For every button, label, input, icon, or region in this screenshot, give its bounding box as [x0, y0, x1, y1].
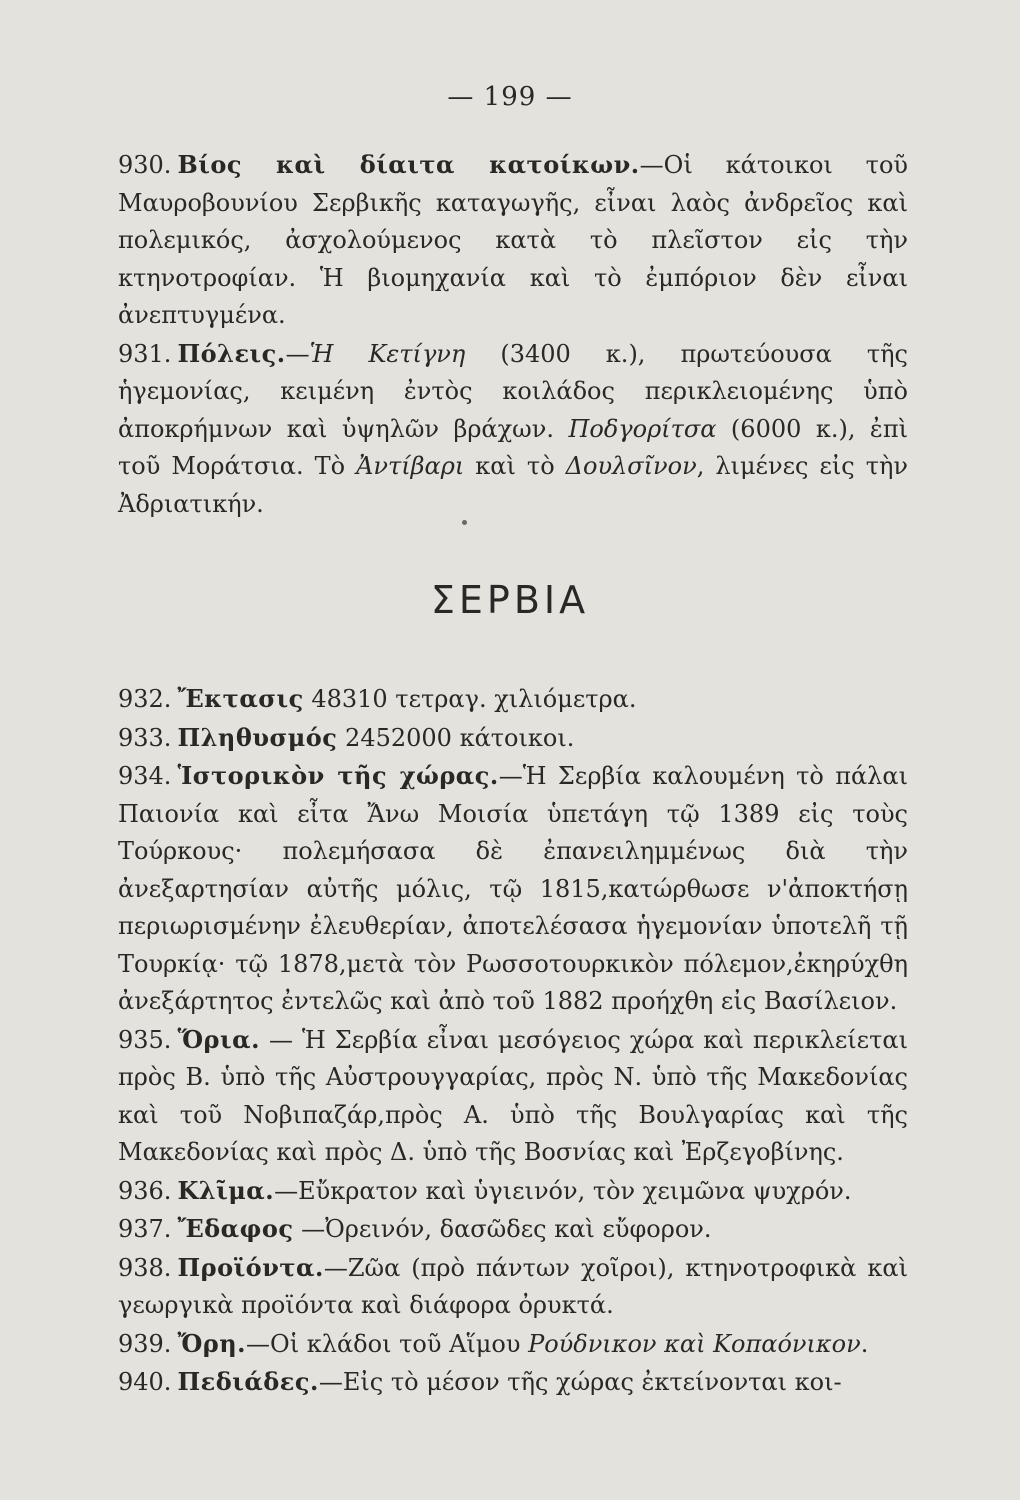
entry-number: 940.	[118, 1368, 172, 1396]
text-block-serbia	[118, 680, 908, 1402]
entry-text: —Εἰς τὸ μέσον τῆς χώρας ἐκτείνονται κοι-	[318, 1368, 842, 1396]
entry-heading: Προϊόντα.	[177, 1252, 324, 1282]
entry-text: καὶ τὸ	[464, 452, 566, 480]
entry-number: 939.	[118, 1329, 172, 1358]
entry-heading: Ὅρια.	[177, 1024, 260, 1054]
entry-text: .	[860, 1329, 869, 1358]
entry-932	[118, 680, 908, 719]
city-name: Ἀντίβαρι	[356, 452, 465, 480]
city-name: Ἡ Κετίγνη	[309, 339, 466, 368]
entry-heading: Ἔκτασις	[177, 684, 304, 713]
entry-text: —	[285, 339, 310, 368]
ink-dot	[462, 520, 467, 525]
entry-text: —Ζῶα (πρὸ πάντων χοῖροι), κτηνοτροφικὰ καὶ γεωργικὰ προϊόντα καὶ διάφορα ὀρυκτά.	[118, 1253, 908, 1319]
entry-text: (3400 κ.), πρωτεύουσα τῆς ἡγεμονίας, κειμένη ἐντὸς κοιλάδος περικλειομένης ὑπὸ ἀποκρήμνων καὶ ὑψηλῶν βράχων.	[118, 339, 909, 443]
entry-heading: Πληθυσμός	[177, 722, 338, 752]
entry-937	[118, 1210, 908, 1249]
entry-text: , λιμένες εἰς τὴν Ἀδριατικήν.	[118, 452, 909, 518]
city-name: Δουλσῖνον	[565, 452, 697, 480]
text-block-montenegro	[118, 146, 908, 523]
entry-heading: Πόλεις.	[177, 338, 286, 368]
entry-text: — Ἡ Σερβία εἶναι μεσόγειος χώρα καὶ περικλείεται πρὸς Β. ὑπὸ τῆς Αὐστρουγγαρίας, πρὸς Ν. ὑπὸ τῆς Μακεδονίας καὶ τοῦ Νοβιπαζάρ,πρὸς Α. ὑπὸ τῆς Βουλγαρίας καὶ τῆς Μακεδονίας καὶ πρὸς Δ. ὑπὸ τῆς Βοσνίας καὶ Ἐρζεγοβίνης.	[118, 1025, 908, 1166]
entry-936	[118, 1172, 908, 1211]
entry-heading: Ἔδαφος	[177, 1214, 294, 1243]
entry-935	[118, 1021, 908, 1172]
entry-940	[118, 1363, 908, 1402]
entry-text: —Οἱ κλάδοι τοῦ Αἵμου	[246, 1329, 529, 1358]
entry-text: —Οἱ κάτοικοι τοῦ Μαυροβουνίου Σερβικῆς καταγωγῆς, εἶναι λαὸς ἀνδρεῖος καὶ πολεμικός, ἀσχολούμενος κατὰ τὸ πλεῖστον εἰς τὴν κτηνοτροφίαν. Ἡ βιομηχανία καὶ τὸ ἐμπόριον δὲν εἶναι ἀνεπτυγμένα.	[118, 151, 908, 329]
entry-text: 48310 τετραγ. χιλιόμετρα.	[303, 685, 637, 713]
entry-number: 932.	[118, 685, 172, 713]
city-name: Ποδγορίτσα	[568, 414, 717, 443]
entry-number: 931.	[118, 339, 172, 368]
entry-number: 936.	[118, 1176, 172, 1205]
entry-933	[118, 719, 908, 758]
entry-number: 934.	[118, 762, 172, 790]
entry-heading: Βίος καὶ δίαιτα κατοίκων.	[177, 150, 640, 179]
mountain-names: Ρούδνικον καὶ Κοπαόνικον	[528, 1329, 861, 1358]
entry-number: 930.	[118, 151, 172, 179]
page-number: — 199 —	[447, 82, 573, 112]
entry-931	[118, 335, 908, 524]
entry-heading: Ἱστορικὸν τῆς χώρας.	[177, 761, 499, 790]
entry-number: 938.	[118, 1253, 172, 1282]
entry-text: —Εὔκρατον καὶ ὑγιεινόν, τὸν χειμῶνα ψυχρόν.	[274, 1176, 852, 1205]
entry-heading: Κλῖμα.	[177, 1175, 275, 1205]
entry-934	[118, 757, 908, 1021]
entry-number: 937.	[118, 1215, 172, 1243]
entry-heading: Πεδιάδες.	[177, 1367, 319, 1396]
entry-939	[118, 1325, 908, 1364]
entry-heading: Ὄρη.	[177, 1328, 247, 1358]
entry-text: —Ὀρεινόν, δασῶδες καὶ εὔφορον.	[293, 1215, 712, 1243]
entry-text: (6000 κ.), ἐπὶ τοῦ Μοράτσια. Τὸ	[118, 414, 908, 480]
section-title: ΣΕΡΒΙΑ	[430, 578, 590, 622]
entry-938	[118, 1249, 908, 1325]
entry-number: 933.	[118, 723, 172, 752]
entry-text: —Ἡ Σερβία καλουμένη τὸ πάλαι Παιονία καὶ εἶτα Ἄνω Μοισία ὑπετάγη τῷ 1389 εἰς τοὺς Τούρκους· πολεμήσασα δὲ ἐπανειλημμένως διὰ τὴν ἀνεξαρτησίαν αὐτῆς μόλις, τῷ 1815,κατώρθωσε ν'ἀποκτήσῃ περιωρισμένην ἐλευθερίαν, ἀποτελέσασα ἡγεμονίαν ὑποτελῆ τῇ Τουρκίᾳ· τῷ 1878,μετὰ τὸν Ρωσσοτουρκικὸν πόλεμον,ἐκηρύχθη ἀνεξάρτητος ἐντελῶς καὶ ἀπὸ τοῦ 1882 προήχθη εἰς Βασίλειον.	[118, 762, 909, 1015]
entry-text: 2452000 κάτοικοι.	[337, 723, 575, 752]
entry-number: 935.	[118, 1025, 172, 1054]
entry-930	[118, 146, 908, 335]
